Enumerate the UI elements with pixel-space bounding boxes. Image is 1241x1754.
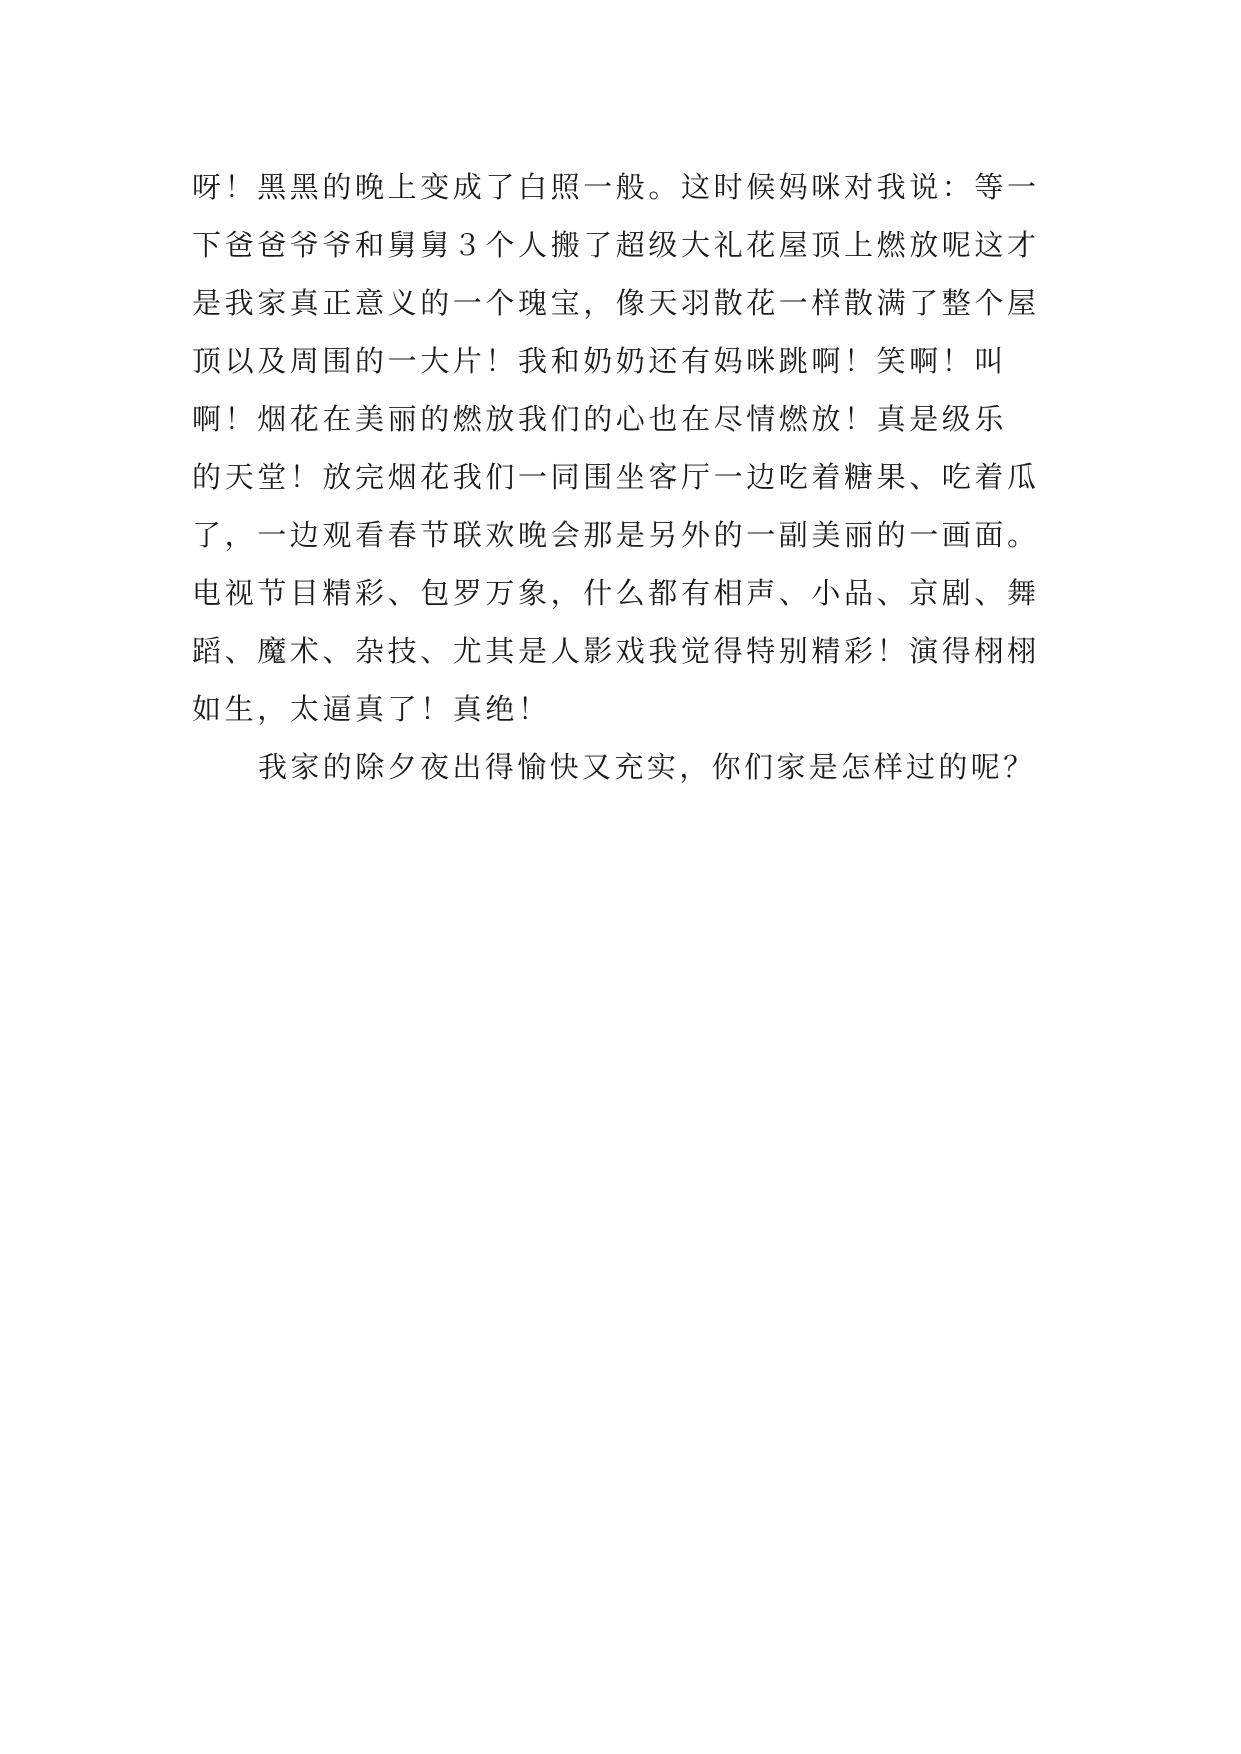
text-line: 啊！烟花在美丽的燃放我们的心也在尽情燃放！真是级乐 <box>192 402 1008 436</box>
text-line: 的天堂！放完烟花我们一同围坐客厅一边吃着糖果、吃着瓜 <box>192 460 1040 494</box>
text-line: 顶以及周围的一大片！我和奶奶还有妈咪跳啊！笑啊！叫 <box>192 344 1008 378</box>
body-text <box>192 158 1072 796</box>
text-line: 电视节目精彩、包罗万象，什么都有相声、小品、京剧、舞 <box>192 576 1040 610</box>
text-line: 是我家真正意义的一个瑰宝，像天羽散花一样散满了整个屋 <box>192 286 1040 320</box>
closing-paragraph: 我家的除夕夜出得愉快又充实，你们家是怎样过的呢？ <box>258 750 1036 784</box>
text-line: 呀！黑黑的晚上变成了白照一般。这时候妈咪对我说：等一 <box>192 170 1040 204</box>
text-line: 如生，太逼真了！真绝！ <box>192 692 551 726</box>
text-line: 下爸爸爷爷和舅舅３个人搬了超级大礼花屋顶上燃放呢这才 <box>192 228 1040 262</box>
text-line: 蹈、魔术、杂技、尤其是人影戏我觉得特别精彩！演得栩栩 <box>192 634 1040 668</box>
text-line: 了，一边观看春节联欢晚会那是另外的一副美丽的一画面。 <box>192 518 1040 552</box>
